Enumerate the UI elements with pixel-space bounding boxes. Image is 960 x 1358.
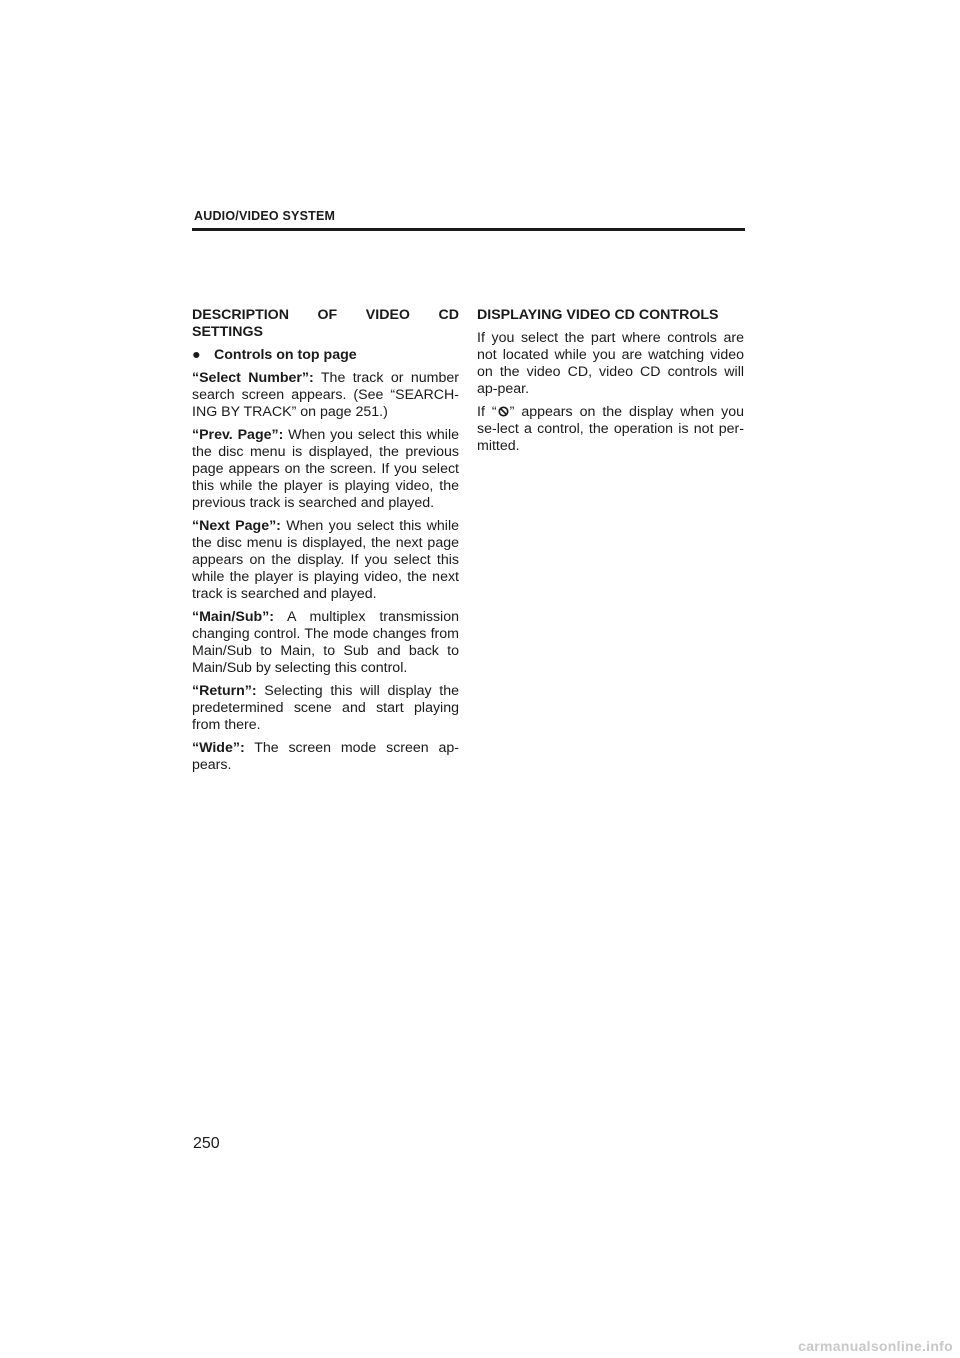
item-select-number — [192, 370, 459, 421]
right-column — [477, 307, 744, 461]
paragraph-prohibited — [477, 404, 744, 455]
item-main-sub — [192, 609, 459, 677]
item-next-page — [192, 518, 459, 603]
paragraph-text-after: ” appears on the display when you se-lect a control, the operation is not per-mitted. — [477, 404, 744, 454]
item-term: “Prev. Page”: — [192, 427, 284, 443]
item-prev-page — [192, 427, 459, 512]
paragraph-text-before: If “ — [477, 404, 497, 420]
item-term: “Next Page”: — [192, 518, 281, 534]
bullet-icon: ● — [192, 347, 201, 363]
item-term: “Select Number”: — [192, 370, 314, 386]
item-text: Selecting this will display the predetermined scene and start playing from there. — [192, 683, 459, 733]
prohibition-icon — [498, 406, 509, 417]
item-text: A multiplex transmission changing control. The mode changes from Main/Sub to Main, to Sub and back to Main/Sub by selecting this control. — [192, 609, 459, 676]
item-wide — [192, 740, 459, 774]
item-term: “Return”: — [192, 683, 257, 699]
left-column — [192, 307, 459, 780]
section-heading: DESCRIPTION OF VIDEO CD SETTINGS — [192, 307, 459, 340]
bullet-subheading — [192, 347, 459, 364]
item-text: The screen mode screen ap-pears. — [192, 740, 459, 773]
item-term: “Wide”: — [192, 740, 245, 756]
bullet-label: Controls on top page — [214, 347, 357, 363]
section-heading: DISPLAYING VIDEO CD CONTROLS — [477, 307, 719, 323]
item-return — [192, 683, 459, 734]
item-text: When you select this while the disc menu is displayed, the previous page appears on the screen. If you select this while the player is playing video, the previous track is searched and played. — [192, 427, 459, 511]
page-number: 250 — [193, 1135, 220, 1152]
section-header: AUDIO/VIDEO SYSTEM — [194, 209, 336, 223]
header-rule — [192, 228, 745, 231]
item-term: “Main/Sub”: — [192, 609, 274, 625]
watermark: carmanualsonline.info — [798, 1338, 953, 1354]
item-text: When you select this while the disc menu is displayed, the next page appears on the display. If you select this while the player is playing video, the next track is searched and played. — [192, 518, 460, 602]
paragraph-controls-appear: If you select the part where controls are not located while you are watching video on the video CD, video CD controls will ap-pear. — [477, 330, 744, 397]
item-text: The track or number search screen appears. (See “SEARCH-ING BY TRACK” on page 251.) — [192, 370, 460, 420]
